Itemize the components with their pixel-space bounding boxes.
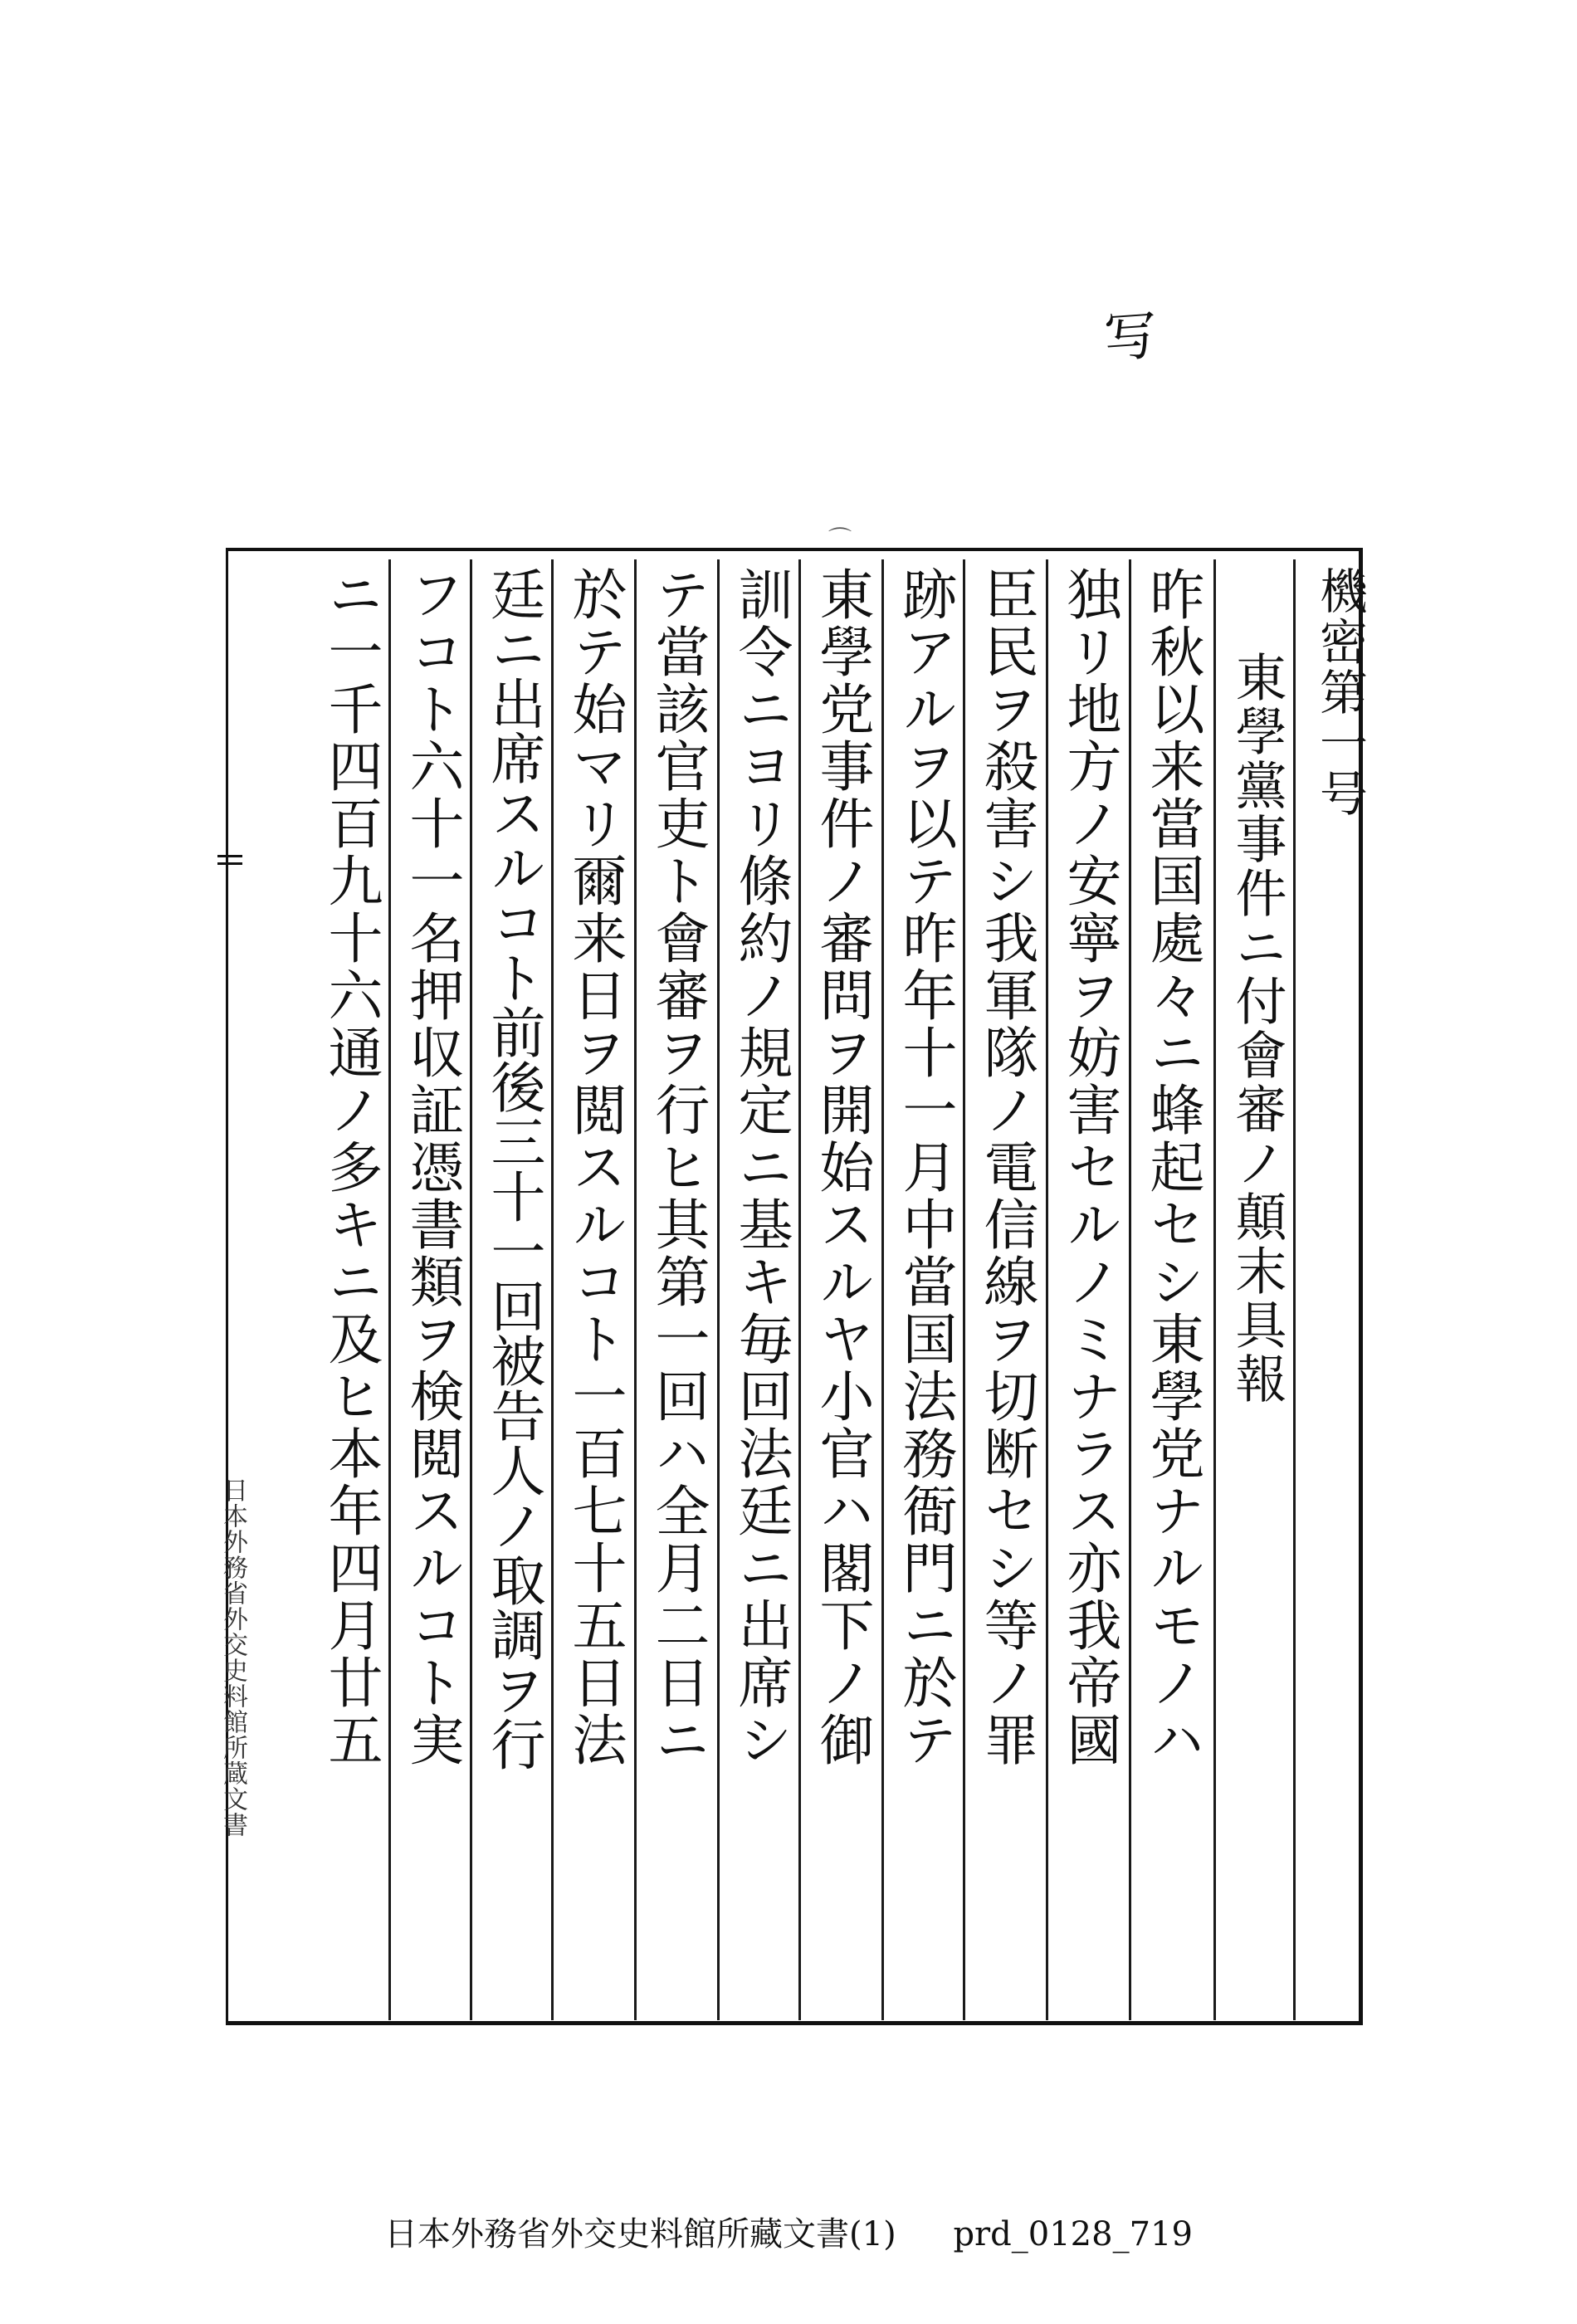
column-11: フコト六十一名押収証憑書類ヲ検閲スルコト実 (400, 566, 464, 1769)
column-6: 東學党事件ノ審問ヲ開始スルヤ小官ハ閣下ノ御 (810, 566, 874, 1769)
column-12: ニ一千四百九十六通ノ多キニ及ヒ本年四月廿五 (319, 566, 383, 1769)
column-rule (1129, 559, 1131, 2020)
seal-stamp: 写 (1101, 305, 1160, 371)
column-7: 訓令ニヨリ條約ノ規定ニ基キ毎回法廷ニ出席シ (729, 566, 793, 1769)
archive-margin-note: 日本外務省外交史料館所蔵文書 (218, 1477, 247, 1838)
column-rule (1213, 559, 1216, 2020)
column-rule (798, 559, 801, 2020)
column-3: 独リ地方ノ安寧ヲ妨害セルノミナラス亦我帝國 (1057, 566, 1121, 1769)
column-4: 臣民ヲ殺害シ我軍隊ノ電信線ヲ切断セシ等ノ罪 (974, 566, 1038, 1769)
column-9: 於テ始マリ爾来日ヲ閲スルコト一百七十五日法 (563, 566, 627, 1769)
column-rule (634, 559, 637, 2020)
column-2: 昨秋以来當国處々ニ蜂起セシ東學党ナルモノハ (1140, 566, 1204, 1769)
column-rule (551, 559, 554, 2020)
file-id: prd_0128_719 (953, 2215, 1193, 2253)
text-columns (226, 551, 1368, 2021)
column-rule (881, 559, 884, 2020)
archive-caption: 日本外務省外交史料館所藏文書(1) (384, 2215, 896, 2253)
column-5: 跡アルヲ以テ昨年十一月中當国法務衙門ニ於テ (893, 566, 957, 1769)
sheet-top-mark: ⌒ (828, 525, 852, 553)
column-rule (963, 559, 965, 2020)
column-8: テ當該官吏ト會審ヲ行ヒ其第一回ハ全月二日ニ (646, 566, 710, 1769)
column-0-heading-number: 機密第一号 (1311, 566, 1368, 819)
column-rule (1046, 559, 1048, 2020)
column-rule (717, 559, 720, 2020)
column-10: 廷ニ出席スルコト前後三十一回被告人ノ取調ヲ行 (481, 566, 545, 1771)
column-1-subject: 東學黨事件ニ付會審ノ顛末具報 (1227, 651, 1287, 1406)
column-rule (388, 559, 391, 2020)
manuscript-sheet (226, 548, 1368, 2025)
fold-mark (217, 855, 242, 865)
column-rule (470, 559, 472, 2020)
archive-footer (0, 2208, 1577, 2255)
